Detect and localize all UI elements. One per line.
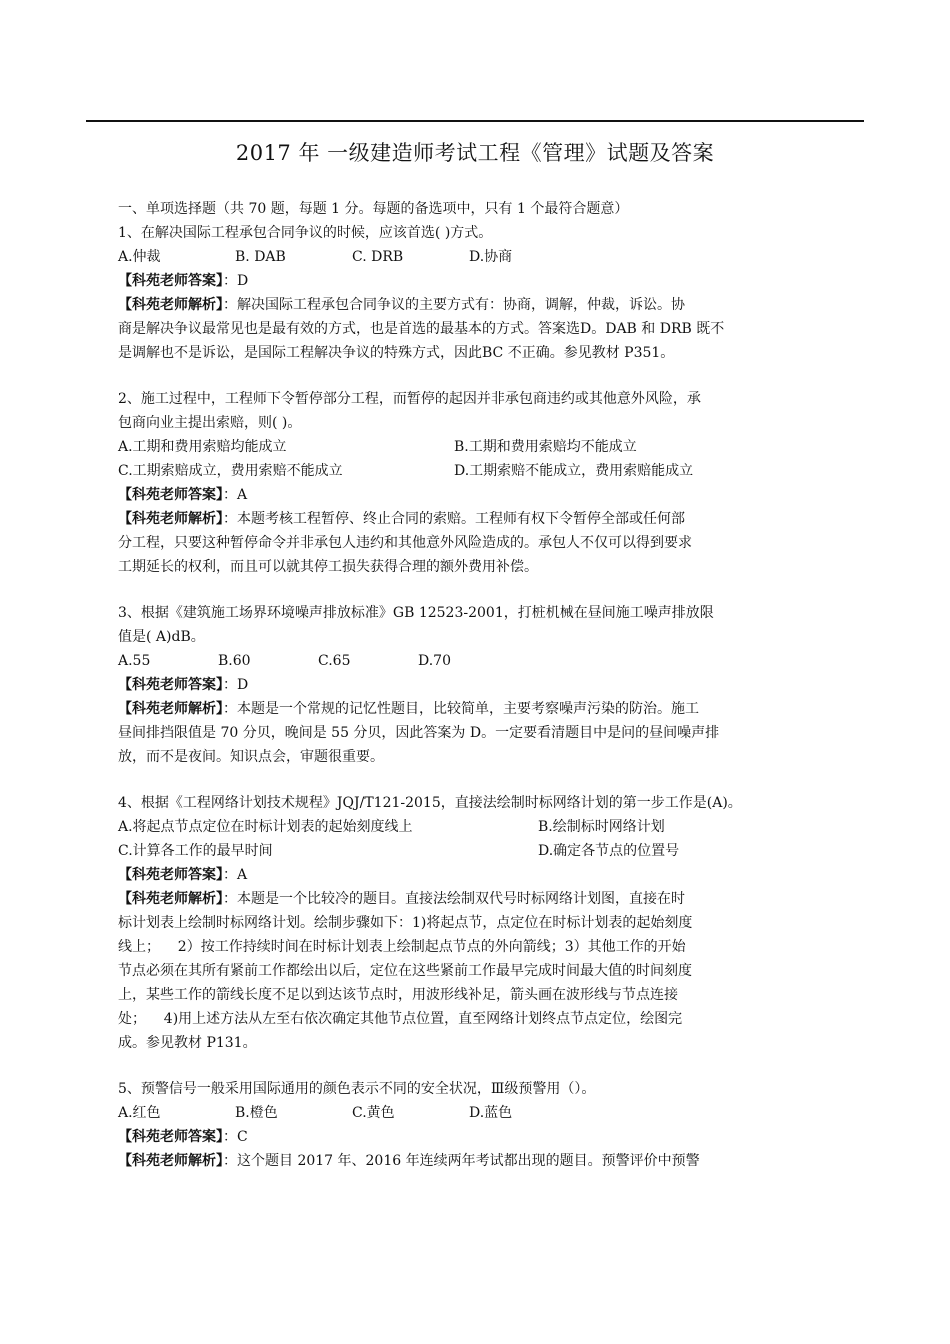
analysis-text: 是调解也不是诉讼，是国际工程解决争议的特殊方式，因此BC 不正确。参见教材 P351。: [118, 345, 675, 361]
question-options: [118, 839, 830, 863]
analysis-line: [118, 507, 830, 531]
question-3: [118, 601, 830, 769]
question-4: [118, 791, 830, 1055]
analysis-label: 【科苑老师解析】: [118, 891, 223, 907]
option-d: D.蓝色: [469, 1105, 513, 1121]
answer-label: 【科苑老师答案】: [118, 677, 223, 693]
analysis-line: [118, 697, 830, 721]
option-a: A.工期和费用索赔均能成立: [118, 439, 287, 455]
option-d: D.70: [418, 653, 451, 669]
analysis-text: 线上； 2）按工作持续时间在时标计划表上绘制起点节点的外向箭线；3）其他工作的开始: [118, 939, 686, 955]
question-stem: 2、施工过程中，工程师下令暂停部分工程，而暂停的起因并非承包商违约或其他意外风险，承: [118, 391, 701, 407]
analysis-text: ：本题考核工程暂停、终止合同的索赔。工程师有权下令暂停全部或任何部: [223, 511, 685, 527]
answer-label: 【科苑老师答案】: [118, 273, 223, 289]
question-stem: 包商向业主提出索赔，则( )。: [118, 415, 302, 431]
option-a: A.55: [118, 653, 151, 669]
question-2: [118, 387, 830, 579]
analysis-text: 分工程，只要这种暂停命令并非承包人违约和其他意外风险造成的。承包人不仅可以得到要求: [118, 535, 692, 551]
answer-value: ：D: [223, 273, 249, 289]
option-b: B.绘制标时网络计划: [538, 819, 665, 835]
analysis-text: 昼间排挡限值是 70 分贝，晚间是 55 分贝，因此答案为 D。一定要看清题目中是问的昼间噪声排: [118, 725, 720, 741]
analysis-text: 工期延长的权利，而且可以就其停工损失获得合理的额外费用补偿。: [118, 559, 538, 575]
header-rule: [86, 120, 864, 122]
option-c: C.65: [318, 653, 351, 669]
answer-line: [118, 483, 830, 507]
analysis-text: 商是解决争议最常见也是最有效的方式，也是首选的最基本的方式。答案选D。DAB 和 DRB 既不: [118, 321, 725, 337]
analysis-label: 【科苑老师解析】: [118, 1153, 223, 1169]
document-title: 2017 年 一级建造师考试工程《管理》试题及答案: [235, 141, 715, 165]
option-a: A.仲裁: [118, 249, 161, 265]
question-options: [118, 459, 830, 483]
answer-line: [118, 1125, 830, 1149]
option-c: C. DRB: [352, 249, 404, 265]
question-stem: 4、根据《工程网络计划技术规程》JQJ/T121-2015，直接法绘制时标网络计划的第一步工作是(A)。: [118, 795, 742, 811]
analysis-text: 上，某些工作的箭线长度不足以到达该节点时，用波形线补足，箭头画在波形线与节点连接: [118, 987, 678, 1003]
answer-value: ：D: [223, 677, 249, 693]
option-d: D.工期索赔不能成立，费用索赔能成立: [454, 463, 694, 479]
analysis-text: ：本题是一个比较冷的题目。直接法绘制双代号时标网络计划图，直接在时: [223, 891, 685, 907]
answer-value: ：A: [223, 867, 248, 883]
answer-label: 【科苑老师答案】: [118, 1129, 223, 1145]
answer-line: [118, 863, 830, 887]
document-body: [118, 197, 830, 1173]
section-heading: 一、单项选择题（共 70 题，每题 1 分。每题的备选项中，只有 1 个最符合题意）: [118, 201, 629, 217]
analysis-line: [118, 1149, 830, 1173]
question-options: [118, 245, 830, 269]
option-b: B. DAB: [235, 249, 286, 265]
analysis-label: 【科苑老师解析】: [118, 511, 223, 527]
answer-value: ：A: [223, 487, 248, 503]
analysis-text: 节点必须在其所有紧前工作都绘出以后，定位在这些紧前工作最早完成时间最大值的时间刻度: [118, 963, 692, 979]
analysis-text: 成。参见教材 P131。: [118, 1035, 257, 1051]
question-stem: 1、在解决国际工程承包合同争议的时候，应该首选( )方式。: [118, 225, 493, 241]
question-options: [118, 815, 830, 839]
analysis-text: 放，而不是夜间。知识点会，审题很重要。: [118, 749, 384, 765]
option-b: B.橙色: [235, 1105, 278, 1121]
question-options: [118, 1101, 830, 1125]
analysis-text: ：这个题目 2017 年、2016 年连续两年考试都出现的题目。预警评价中预警: [223, 1153, 700, 1169]
analysis-label: 【科苑老师解析】: [118, 297, 223, 313]
option-c: C.工期索赔成立，费用索赔不能成立: [118, 463, 343, 479]
analysis-text: ：解决国际工程承包合同争议的主要方式有：协商，调解，仲裁，诉讼。协: [223, 297, 685, 313]
option-a: A.将起点节点定位在时标计划表的起始刻度线上: [118, 819, 413, 835]
option-b: B.工期和费用索赔均不能成立: [454, 439, 637, 455]
question-1: [118, 221, 830, 365]
analysis-label: 【科苑老师解析】: [118, 701, 223, 717]
analysis-text: 处； 4)用上述方法从左至右依次确定其他节点位置，直至网络计划终点节点定位，绘图完: [118, 1011, 683, 1027]
analysis-line: [118, 887, 830, 911]
answer-value: ：C: [223, 1129, 248, 1145]
option-d: D.确定各节点的位置号: [538, 843, 680, 859]
answer-label: 【科苑老师答案】: [118, 867, 223, 883]
option-b: B.60: [218, 653, 251, 669]
question-stem: 值是( A)dB。: [118, 629, 205, 645]
option-a: A.红色: [118, 1105, 161, 1121]
option-c: C.黄色: [352, 1105, 395, 1121]
question-options: [118, 649, 830, 673]
question-5: [118, 1077, 830, 1173]
question-options: [118, 435, 830, 459]
option-d: D.协商: [469, 249, 513, 265]
analysis-text: ：本题是一个常规的记忆性题目，比较简单，主要考察噪声污染的防治。施工: [223, 701, 699, 717]
question-stem: 5、预警信号一般采用国际通用的颜色表示不同的安全状况，Ⅲ级预警用（）。: [118, 1081, 596, 1097]
analysis-line: [118, 293, 830, 317]
question-stem: 3、根据《建筑施工场界环境噪声排放标准》GB 12523-2001，打桩机械在昼间施工噪声排放限: [118, 605, 714, 621]
option-c: C.计算各工作的最早时间: [118, 843, 273, 859]
answer-line: [118, 269, 830, 293]
answer-line: [118, 673, 830, 697]
analysis-text: 标计划表上绘制时标网络计划。绘制步骤如下：1)将起点节，点定位在时标计划表的起始刻度: [118, 915, 693, 931]
answer-label: 【科苑老师答案】: [118, 487, 223, 503]
